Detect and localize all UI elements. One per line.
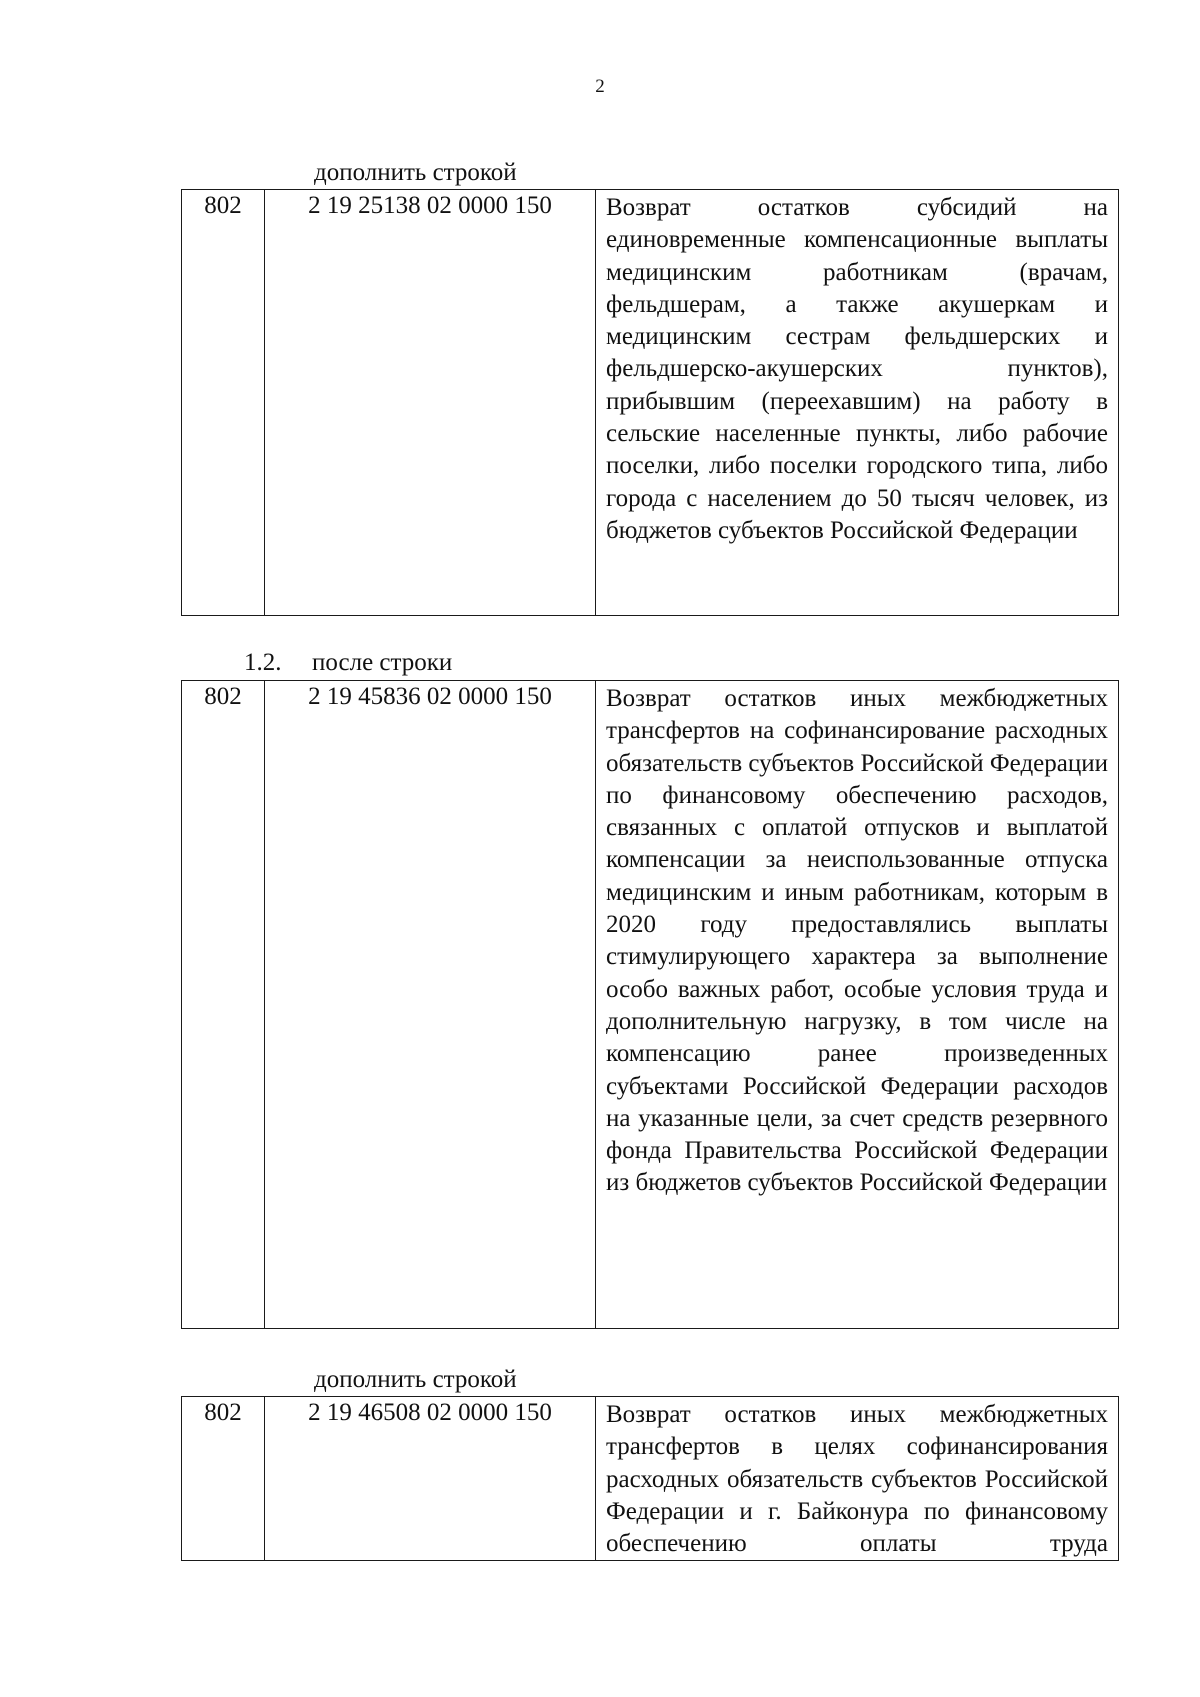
section-intro-1 bbox=[314, 160, 517, 186]
budget-code-cell: 2 19 45836 02 0000 150 bbox=[265, 681, 596, 1329]
budget-table-3 bbox=[181, 1396, 1119, 1561]
revenue-name-cell: Возврат остатков иных межбюджетных трансфертов в целях софинансирования расходных обязательств субъектов Российской Федерации и г. Байконура по финансовому обеспечению оплаты труда bbox=[596, 1397, 1119, 1561]
budget-table-2 bbox=[181, 680, 1119, 1329]
revenue-name-cell: Возврат остатков субсидий на единовременные компенсационные выплаты медицинским работникам (врачам, фельдшерам, а также акушеркам и медицинским сестрам фельдшерских и фельдшерско-акушерских пунктов), прибывшим (переехавшим) на работу в сельские населенные пункты, либо рабочие поселки, либо поселки городского типа, либо города с населением до 50 тысяч человек, из бюджетов субъектов Российской Федерации bbox=[596, 190, 1119, 616]
revenue-name-cell: Возврат остатков иных межбюджетных трансфертов на софинансирование расходных обязательств субъектов Российской Федерации по финансовому обеспечению расходов, связанных с оплатой отпусков и выплатой компенсации за неиспользованные отпуска медицинским и иным работникам, которым в 2020 году предоставлялись выплаты стимулирующего характера за выполнение особо важных работ, особые условия труда и дополнительную нагрузку, в том числе на компенсацию ранее произведенных субъектами Российской Федерации расходов на указанные цели, за счет средств резервного фонда Правительства Российской Федерации из бюджетов субъектов Российской Федерации bbox=[596, 681, 1119, 1329]
section-intro-3 bbox=[314, 1367, 517, 1393]
admin-code-cell: 802 bbox=[182, 681, 265, 1329]
section-number: 1.2. bbox=[244, 649, 282, 676]
table-row bbox=[182, 1397, 1119, 1561]
section-intro-text: дополнить строкой bbox=[314, 159, 517, 186]
table-row bbox=[182, 681, 1119, 1329]
budget-code-cell: 2 19 25138 02 0000 150 bbox=[265, 190, 596, 616]
admin-code-cell: 802 bbox=[182, 190, 265, 616]
admin-code-cell: 802 bbox=[182, 1397, 265, 1561]
section-intro-text: после строки bbox=[312, 649, 453, 676]
section-intro-text: дополнить строкой bbox=[314, 1366, 517, 1393]
page-number: 2 bbox=[595, 76, 605, 97]
section-intro-2 bbox=[244, 650, 452, 676]
budget-table-1 bbox=[181, 189, 1119, 616]
table-row bbox=[182, 190, 1119, 616]
budget-code-cell: 2 19 46508 02 0000 150 bbox=[265, 1397, 596, 1561]
